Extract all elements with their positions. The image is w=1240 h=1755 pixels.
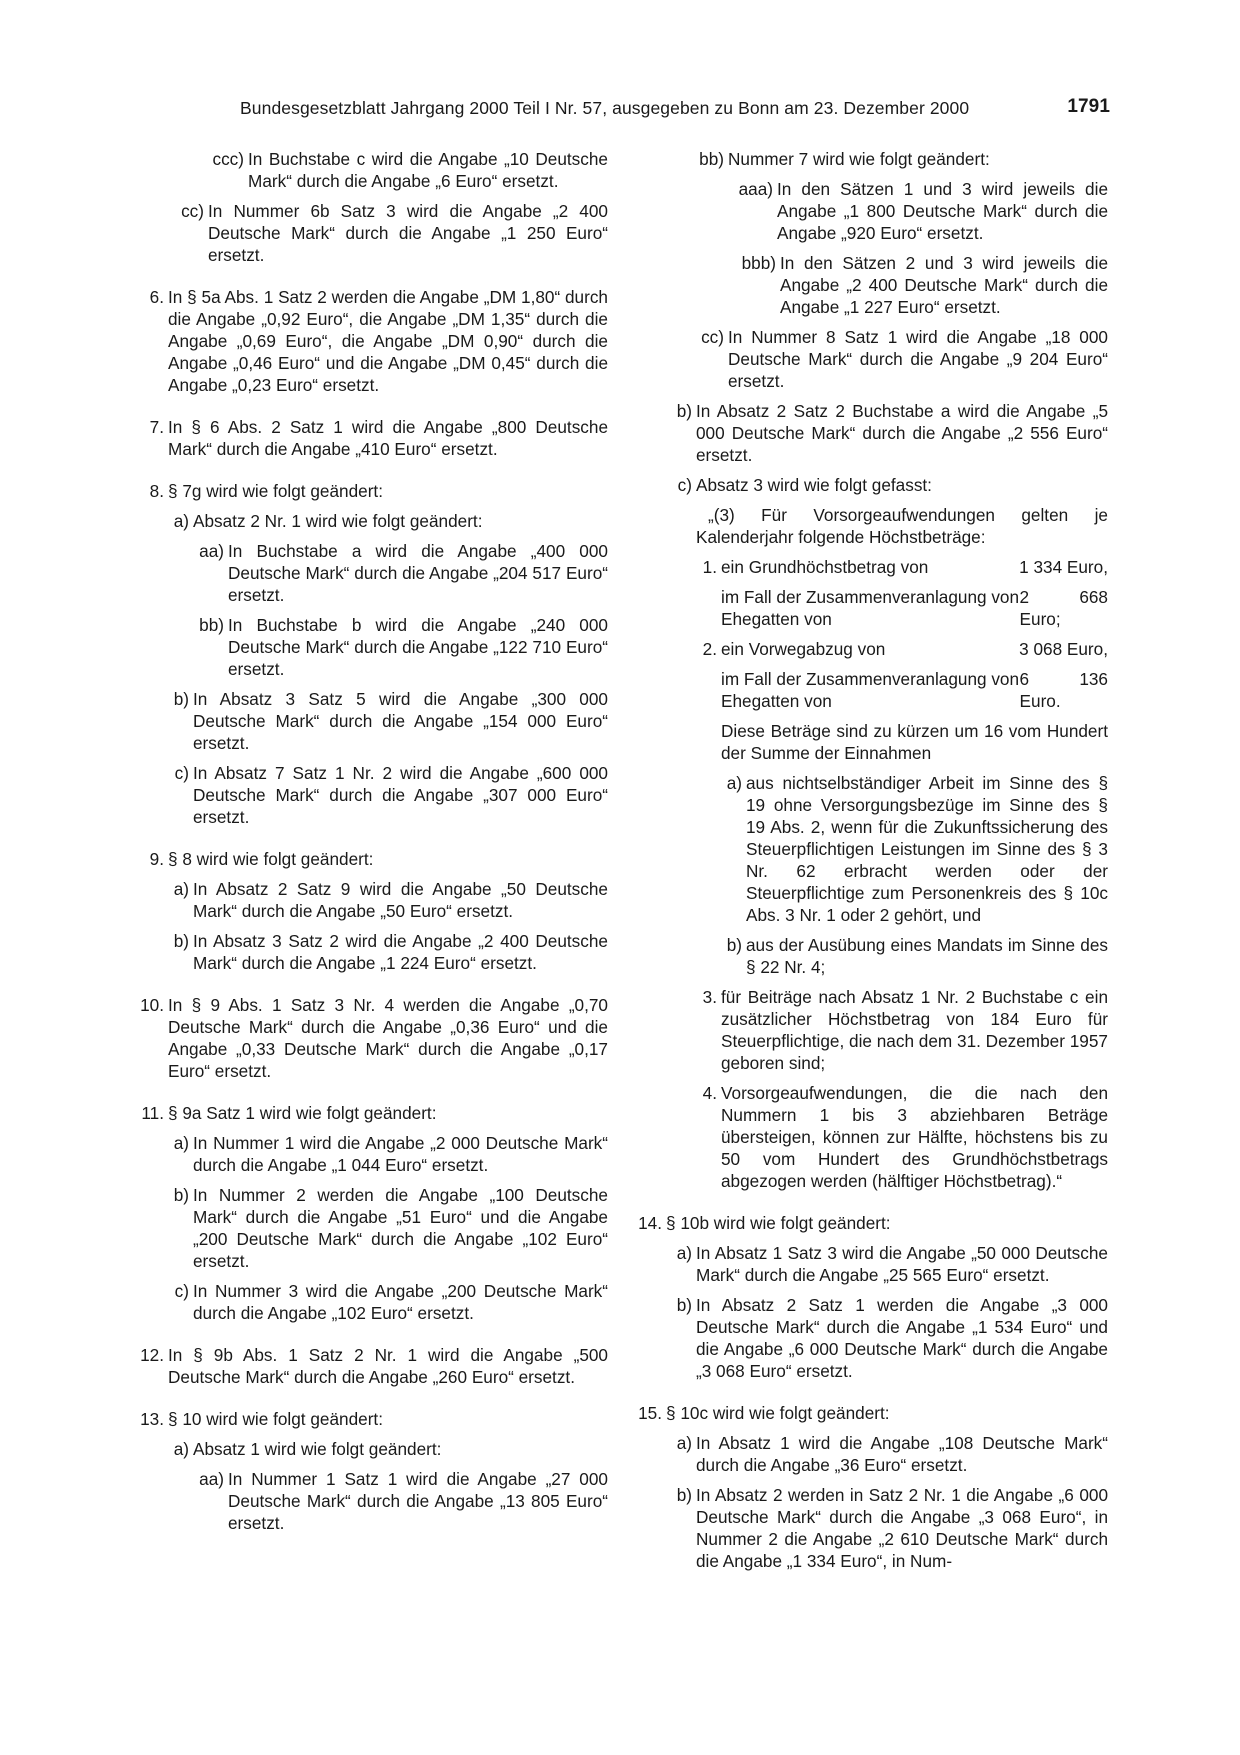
paragraph: Diese Beträge sind zu kürzen um 16 vom Hundert der Summe der Einnahmen xyxy=(721,721,1108,763)
amount: 2 668 Euro; xyxy=(1019,587,1108,629)
list-item: a) In Absatz 2 Satz 9 wird die Angabe „50 Deutsche Mark“ durch die Angabe „50 Euro“ ersetzt. xyxy=(173,879,608,921)
list-item: b) aus der Ausübung eines Mandats im Sinne des § 22 Nr. 4; xyxy=(726,935,1108,977)
list-item: 4. Vorsorgeaufwendungen, die die nach den Nummern 1 bis 3 abziehbaren Beträge übersteigen, können zur Hälfte, höchstens bis zu 50 vom Hundert des Grundhöchstbetrags abgezogen werden (hälftiger Höchstbetrag).“ xyxy=(702,1083,1108,1191)
list-item: cc) In Nummer 8 Satz 1 wird die Angabe „18 000 Deutsche Mark“ durch die Angabe „9 204 Euro“ ersetzt. xyxy=(701,327,1108,391)
list-item: b) In Absatz 2 Satz 2 Buchstabe a wird die Angabe „5 000 Deutsche Mark“ durch die Angabe „2 556 Euro“ ersetzt. xyxy=(676,401,1108,465)
section-6: 6. In § 5a Abs. 1 Satz 2 werden die Angabe „DM 1,80“ durch die Angabe „0,92 Euro“, die Angabe „DM 1,35“ durch die Angabe „0,69 Euro“, die Angabe „DM 0,90“ durch die Angabe „0,46 Euro“ und die Angabe „DM 0,45“ durch die Angabe „0,23 Euro“ ersetzt. xyxy=(149,287,608,395)
section-14: 14. § 10b wird wie folgt geändert: xyxy=(638,1213,891,1233)
section-10: 10. In § 9 Abs. 1 Satz 3 Nr. 4 werden die Angabe „0,70 Deutsche Mark“ durch die Angabe „0,36 Euro“ und die Angabe „0,33 Deutsche Mark“ durch die Angabe „0,17 Euro“ ersetzt. xyxy=(140,995,608,1081)
list-item: a) Absatz 2 Nr. 1 wird wie folgt geändert: xyxy=(173,511,483,531)
list-item: c) In Absatz 7 Satz 1 Nr. 2 wird die Angabe „600 000 Deutsche Mark“ durch die Angabe „307 000 Euro“ ersetzt. xyxy=(174,763,608,827)
section-13: 13. § 10 wird wie folgt geändert: xyxy=(140,1409,383,1429)
list-item: a) In Absatz 1 Satz 3 wird die Angabe „50 000 Deutsche Mark“ durch die Angabe „25 565 Euro“ ersetzt. xyxy=(676,1243,1108,1285)
list-item: b) In Absatz 3 Satz 2 wird die Angabe „2 400 Deutsche Mark“ durch die Angabe „1 224 Euro“ ersetzt. xyxy=(173,931,608,973)
amount: 6 136 Euro. xyxy=(1019,669,1108,711)
running-title: Bundesgesetzblatt Jahrgang 2000 Teil I Nr. 57, ausgegeben zu Bonn am 23. Dezember 2000 xyxy=(240,98,970,118)
list-item: ccc) In Buchstabe c wird die Angabe „10 Deutsche Mark“ durch die Angabe „6 Euro“ ersetzt. xyxy=(212,149,608,191)
section-7: 7. In § 6 Abs. 2 Satz 1 wird die Angabe „800 Deutsche Mark“ durch die Angabe „410 Euro“ ersetzt. xyxy=(149,417,608,459)
running-header xyxy=(240,98,1110,119)
list-item: 2. ein Vorwegabzug von 3 068 Euro, xyxy=(702,639,1108,659)
list-item: b) In Absatz 3 Satz 5 wird die Angabe „300 000 Deutsche Mark“ durch die Angabe „154 000 Euro“ ersetzt. xyxy=(173,689,608,753)
list-item: 1. ein Grundhöchstbetrag von 1 334 Euro, xyxy=(702,557,1108,577)
quoted-paragraph: „(3) Für Vorsorgeaufwendungen gelten je Kalenderjahr folgende Höchstbeträge: xyxy=(696,505,1108,547)
left-column xyxy=(130,148,608,1542)
list-item: im Fall der Zusammenveranlagung von Ehegatten von 2 668 Euro; xyxy=(721,587,1108,629)
list-item: aa) In Buchstabe a wird die Angabe „400 000 Deutsche Mark“ durch die Angabe „204 517 Euro“ ersetzt. xyxy=(199,541,608,605)
amount: 3 068 Euro, xyxy=(1019,639,1108,659)
amount: 1 334 Euro, xyxy=(1019,557,1108,577)
list-item: bb) Nummer 7 wird wie folgt geändert: xyxy=(699,149,990,169)
section-12: 12. In § 9b Abs. 1 Satz 2 Nr. 1 wird die Angabe „500 Deutsche Mark“ durch die Angabe „260 Euro“ ersetzt. xyxy=(140,1345,608,1387)
list-item: a) Absatz 1 wird wie folgt geändert: xyxy=(173,1439,442,1459)
list-item: a) aus nichtselbständiger Arbeit im Sinne des § 19 ohne Versorgungsbezüge im Sinne des § 19 Abs. 2, wenn für die Zukunftssicherung des Steuerpflichtigen Leistungen im Sinne des § 3 Nr. 62 erbracht werden oder der Steuerpflichtige zum Personenkreis des § 10c Abs. 3 Nr. 1 oder 2 gehört, und xyxy=(726,773,1108,925)
section-8: 8. § 7g wird wie folgt geändert: xyxy=(149,481,383,501)
section-15: 15. § 10c wird wie folgt geändert: xyxy=(638,1403,890,1423)
list-item: b) In Absatz 2 Satz 1 werden die Angabe „3 000 Deutsche Mark“ durch die Angabe „1 534 Euro“ und die Angabe „6 000 Deutsche Mark“ durch die Angabe „3 068 Euro“ ersetzt. xyxy=(676,1295,1108,1381)
list-item: c) Absatz 3 wird wie folgt gefasst: xyxy=(677,475,932,495)
list-item: a) In Absatz 1 wird die Angabe „108 Deutsche Mark“ durch die Angabe „36 Euro“ ersetzt. xyxy=(676,1433,1108,1475)
list-item: aa) In Nummer 1 Satz 1 wird die Angabe „27 000 Deutsche Mark“ durch die Angabe „13 805 Euro“ ersetzt. xyxy=(199,1469,608,1533)
list-item: 3. für Beiträge nach Absatz 1 Nr. 2 Buchstabe c ein zusätzlicher Höchstbetrag von 184 Euro für Steuerpflichtige, die nach dem 31. Dezember 1957 geboren sind; xyxy=(702,987,1108,1073)
list-item: cc) In Nummer 6b Satz 3 wird die Angabe „2 400 Deutsche Mark“ durch die Angabe „1 250 Euro“ ersetzt. xyxy=(181,201,608,265)
list-item: bb) In Buchstabe b wird die Angabe „240 000 Deutsche Mark“ durch die Angabe „122 710 Euro“ ersetzt. xyxy=(199,615,608,679)
list-item: a) In Nummer 1 wird die Angabe „2 000 Deutsche Mark“ durch die Angabe „1 044 Euro“ ersetzt. xyxy=(173,1133,608,1175)
list-item: bbb) In den Sätzen 2 und 3 wird jeweils die Angabe „2 400 Deutsche Mark“ durch die Angabe „1 227 Euro“ ersetzt. xyxy=(741,253,1108,317)
list-item: im Fall der Zusammenveranlagung von Ehegatten von 6 136 Euro. xyxy=(721,669,1108,711)
list-item: b) In Nummer 2 werden die Angabe „100 Deutsche Mark“ durch die Angabe „51 Euro“ und die Angabe „200 Deutsche Mark“ durch die Angabe „102 Euro“ ersetzt. xyxy=(173,1185,608,1271)
section-9: 9. § 8 wird wie folgt geändert: xyxy=(149,849,374,869)
list-item: c) In Nummer 3 wird die Angabe „200 Deutsche Mark“ durch die Angabe „102 Euro“ ersetzt. xyxy=(174,1281,608,1323)
section-11: 11. § 9a Satz 1 wird wie folgt geändert: xyxy=(141,1103,437,1123)
list-item: b) In Absatz 2 werden in Satz 2 Nr. 1 die Angabe „6 000 Deutsche Mark“ durch die Angabe „3 068 Euro“, in Nummer 2 die Angabe „2 610 Deutsche Mark“ durch die Angabe „1 334 Euro“, in Num- xyxy=(676,1485,1108,1571)
page-number: 1791 xyxy=(1067,96,1110,117)
list-item: aaa) In den Sätzen 1 und 3 wird jeweils die Angabe „1 800 Deutsche Mark“ durch die Angabe „920 Euro“ ersetzt. xyxy=(738,179,1108,243)
right-column xyxy=(630,148,1108,1580)
